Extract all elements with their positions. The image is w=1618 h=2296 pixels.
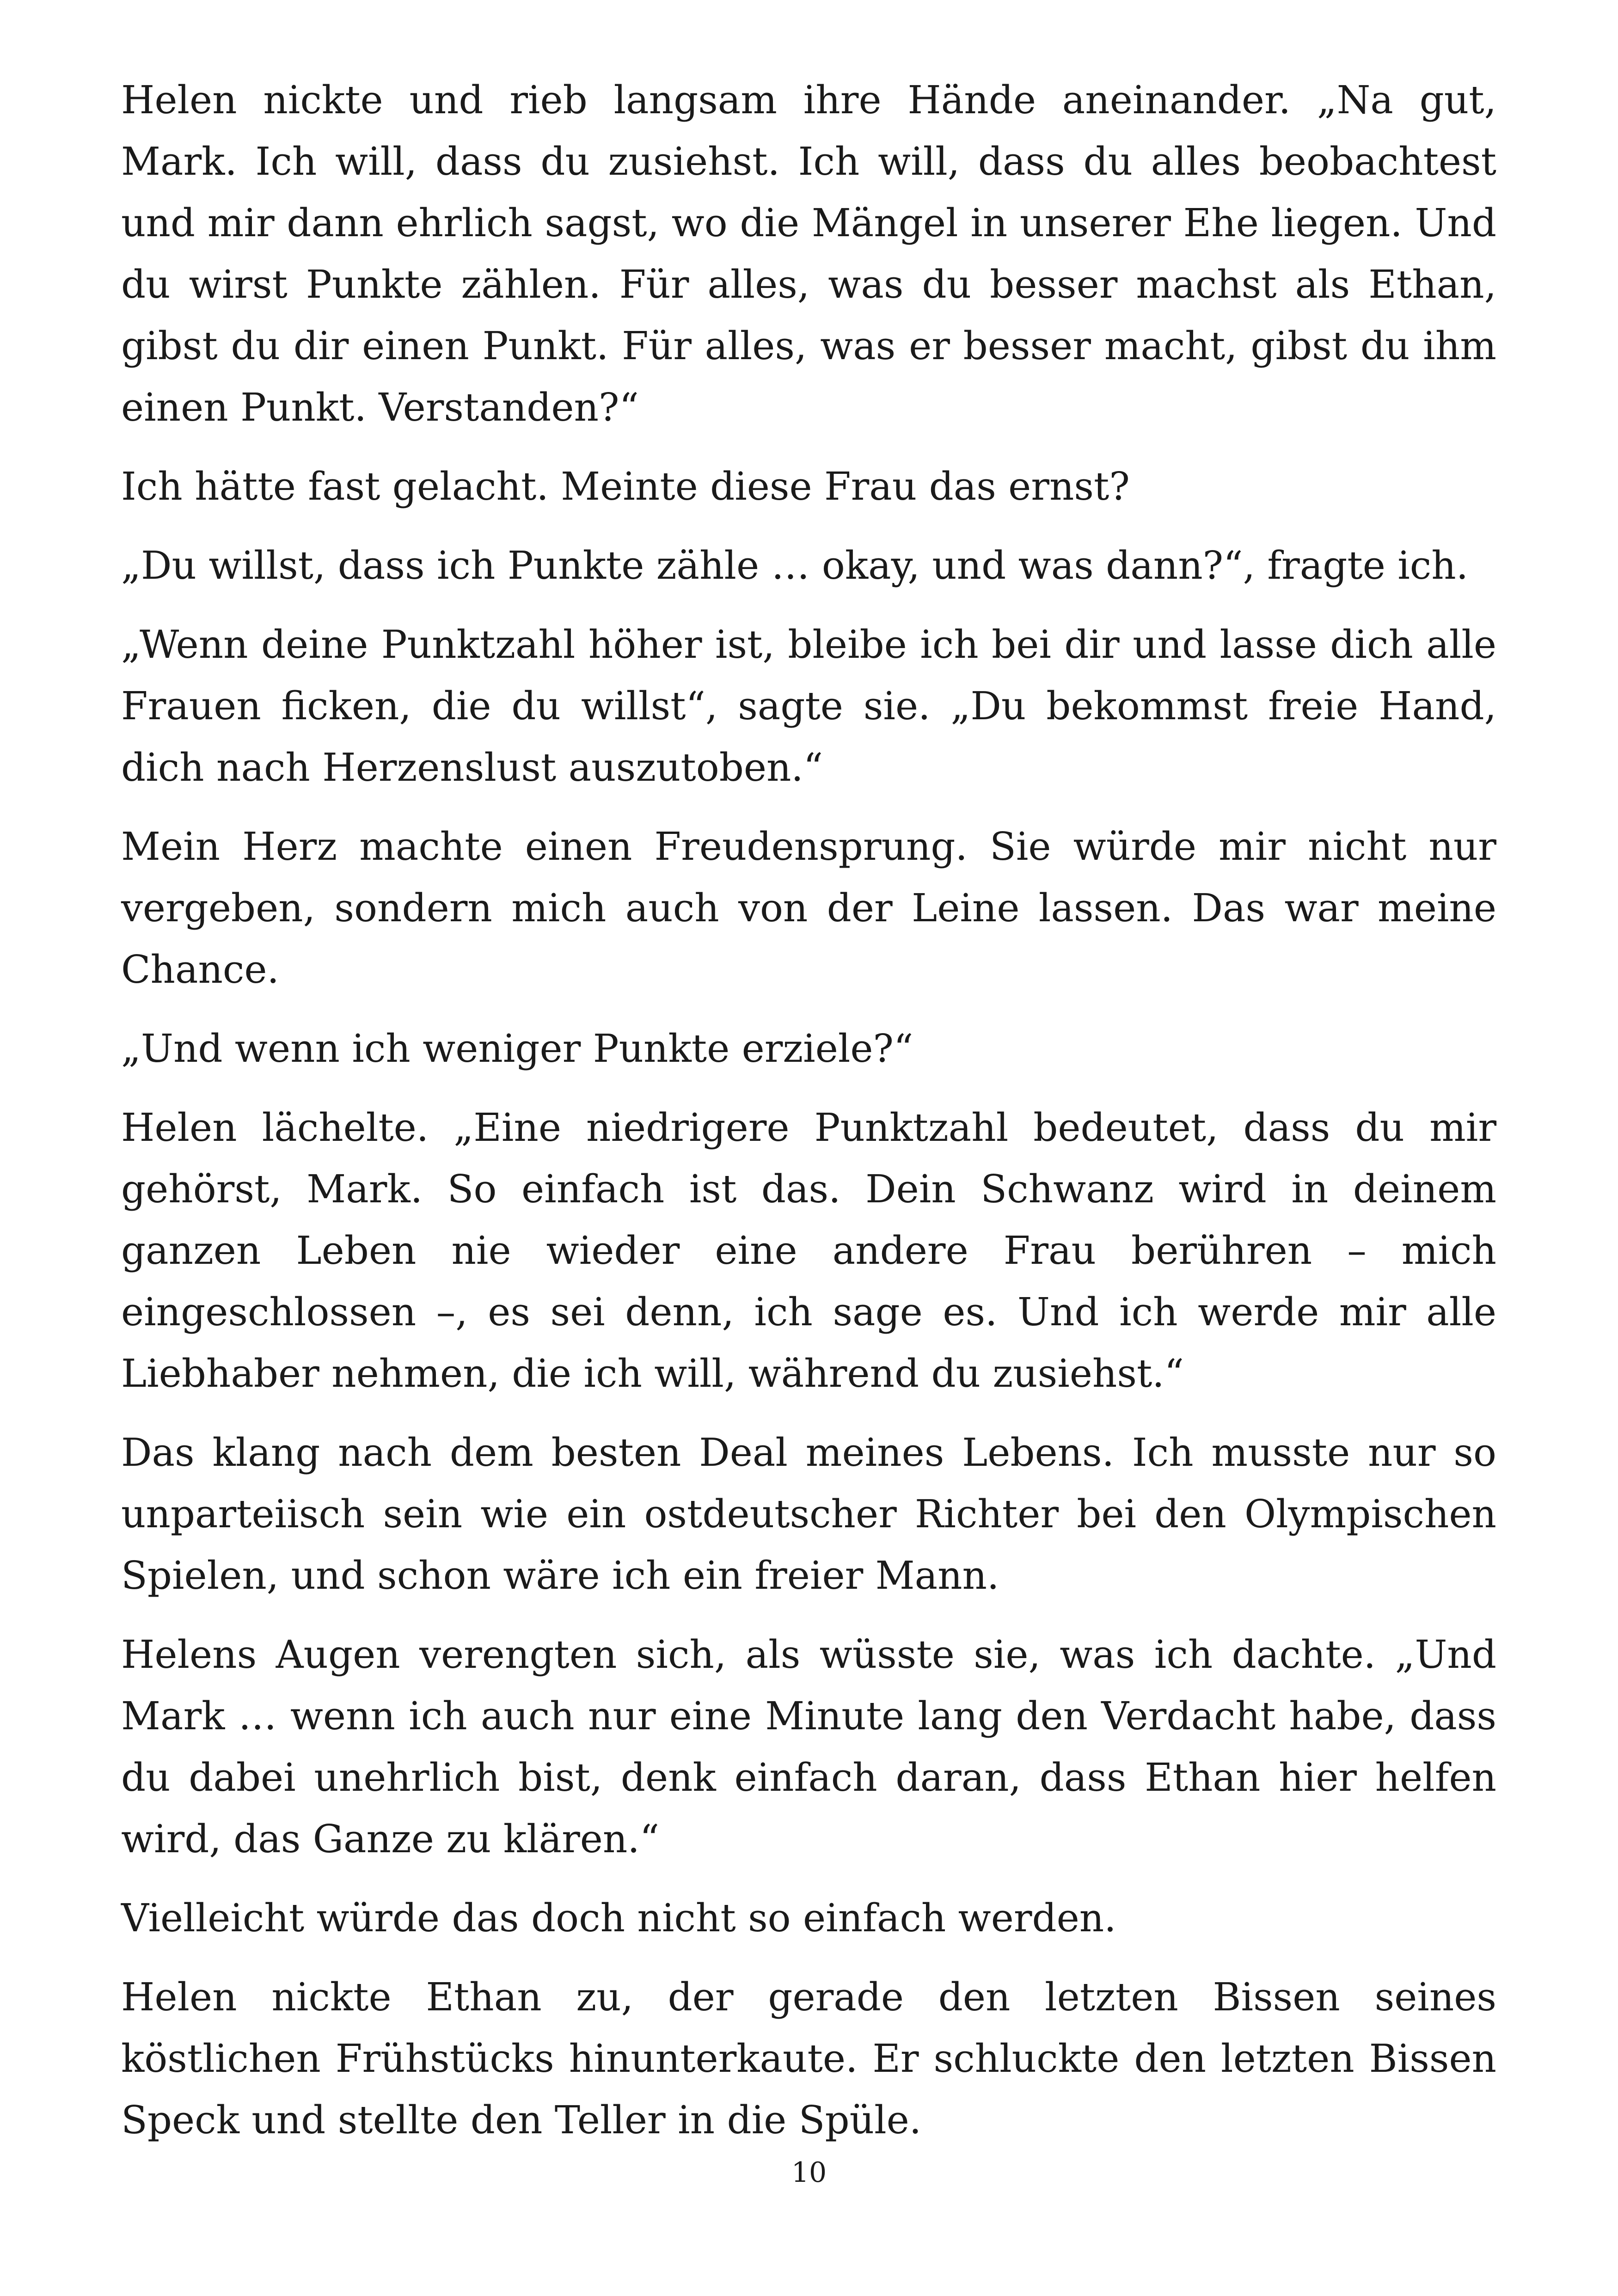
paragraph: Das klang nach dem besten Deal meines Lebens. Ich musste nur so unparteiisch sein wie ein ostdeutscher Richter bei den Olympischen Spielen, und schon wäre ich ein freier Mann. xyxy=(121,1430,1496,1598)
paragraph: Helens Augen verengten sich, als wüsste sie, was ich dachte. „Und Mark … wenn ich auch nur eine Minute lang den Verdacht habe, dass du dabei unehrlich bist, denk einfach daran, dass Ethan hier helfen wird, das Ganze zu klären.“ xyxy=(121,1632,1496,1861)
paragraph: Ich hätte fast gelacht. Meinte diese Frau das ernst? xyxy=(121,464,1130,509)
paragraph: „Und wenn ich weniger Punkte erziele?“ xyxy=(121,1026,913,1071)
paragraph: Helen nickte Ethan zu, der gerade den letzten Bissen seines köstlichen Frühstücks hinunterkaute. Er schluckte den letzten Bissen Speck und stellte den Teller in die Spüle. xyxy=(121,1975,1496,2143)
paragraph: Helen lächelte. „Eine niedrigere Punktzahl bedeutet, dass du mir gehörst, Mark. So einfach ist das. Dein Schwanz wird in deinem ganzen Leben nie wieder eine andere Frau berühren – mich eingeschlossen –, es sei denn, ich sage es. Und ich werde mir alle Liebhaber nehmen, die ich will, während du zusiehst.“ xyxy=(121,1105,1496,1396)
paragraph: „Du willst, dass ich Punkte zähle … okay, und was dann?“, fragte ich. xyxy=(121,543,1469,588)
paragraph: Mein Herz machte einen Freudensprung. Sie würde mir nicht nur vergeben, sondern mich auch von der Leine lassen. Das war meine Chance. xyxy=(121,824,1496,992)
paragraph: Vielleicht würde das doch nicht so einfach werden. xyxy=(121,1896,1116,1941)
page-number: 10 xyxy=(791,2156,827,2189)
paragraph: „Wenn deine Punktzahl höher ist, bleibe ich bei dir und lasse dich alle Frauen ficken, die du willst“, sagte sie. „Du bekommst freie Hand, dich nach Herzenslust auszutoben.“ xyxy=(121,622,1496,790)
paragraph: Helen nickte und rieb langsam ihre Hände aneinander. „Na gut, Mark. Ich will, dass du zusiehst. Ich will, dass du alles beobachtest und mir dann ehrlich sagst, wo die Mängel in unserer Ehe liegen. Und du wirst Punkte zählen. Für alles, was du besser machst als Ethan, gibst du dir einen Punkt. Für alles, was er besser macht, gibst du ihm einen Punkt. Verstanden?“ xyxy=(121,78,1496,430)
body-text xyxy=(121,69,1496,2168)
